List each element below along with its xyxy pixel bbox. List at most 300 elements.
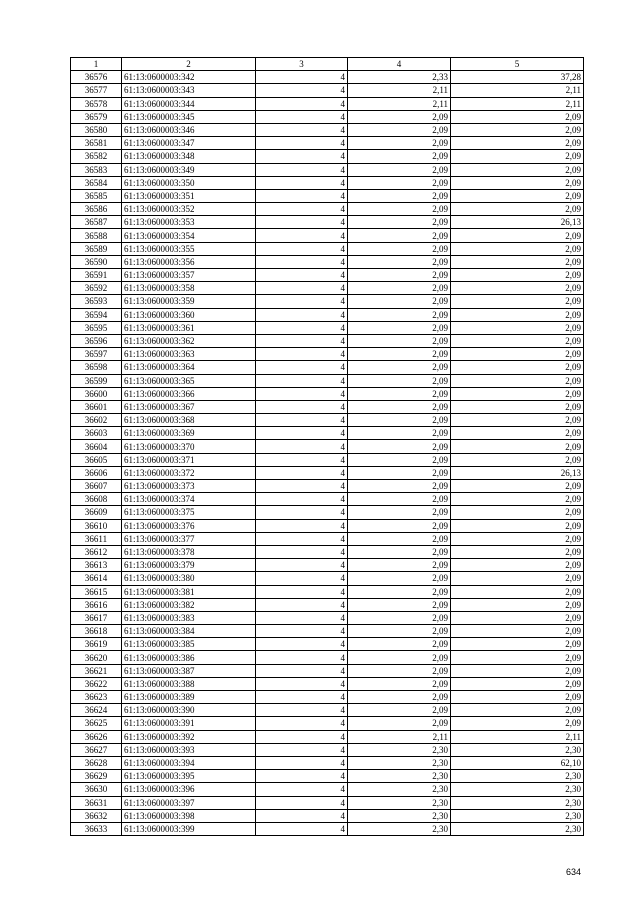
column-3-cell: 4: [256, 321, 348, 334]
column-4-cell: 2,09: [348, 150, 451, 163]
column-3-cell: 4: [256, 308, 348, 321]
column-4-cell: 2,09: [348, 559, 451, 572]
column-4-cell: 2,09: [348, 334, 451, 347]
column-4-cell: 2,09: [348, 466, 451, 479]
row-number-cell: 36587: [71, 216, 122, 229]
row-number-cell: 36598: [71, 361, 122, 374]
column-5-cell: 2,09: [451, 506, 584, 519]
row-number-cell: 36610: [71, 519, 122, 532]
column-4-cell: 2,09: [348, 440, 451, 453]
table-row: [71, 308, 584, 321]
column-3-cell: 4: [256, 348, 348, 361]
column-4-cell: 2,30: [348, 809, 451, 822]
column-4-cell: 2,09: [348, 295, 451, 308]
column-4-cell: 2,09: [348, 545, 451, 558]
table-row: [71, 269, 584, 282]
column-3-cell: 4: [256, 163, 348, 176]
table-row: [71, 334, 584, 347]
row-number-cell: 36607: [71, 480, 122, 493]
column-4-cell: 2,09: [348, 611, 451, 624]
row-number-cell: 36630: [71, 783, 122, 796]
column-3-cell: 4: [256, 730, 348, 743]
column-4-cell: 2,09: [348, 321, 451, 334]
cadastral-number-cell: 61:13:0600003:370: [122, 440, 256, 453]
row-number-cell: 36578: [71, 97, 122, 110]
column-5-cell: 2,09: [451, 427, 584, 440]
column-4-cell: 2,09: [348, 400, 451, 413]
table-row: [71, 783, 584, 796]
table-row: [71, 387, 584, 400]
row-number-cell: 36601: [71, 400, 122, 413]
column-3-cell: 4: [256, 282, 348, 295]
column-3-cell: 4: [256, 572, 348, 585]
cadastral-number-cell: 61:13:0600003:380: [122, 572, 256, 585]
cadastral-number-cell: 61:13:0600003:374: [122, 493, 256, 506]
row-number-cell: 36624: [71, 704, 122, 717]
table-row: [71, 414, 584, 427]
column-3-cell: 4: [256, 611, 348, 624]
column-header-5: 5: [451, 58, 584, 71]
column-4-cell: 2,09: [348, 203, 451, 216]
row-number-cell: 36627: [71, 743, 122, 756]
column-3-cell: 4: [256, 493, 348, 506]
row-number-cell: 36622: [71, 677, 122, 690]
column-4-cell: 2,09: [348, 189, 451, 202]
table-row: [71, 466, 584, 479]
cadastral-number-cell: 61:13:0600003:382: [122, 598, 256, 611]
table-row: [71, 506, 584, 519]
column-5-cell: 2,09: [451, 585, 584, 598]
column-3-cell: 4: [256, 638, 348, 651]
cadastral-number-cell: 61:13:0600003:366: [122, 387, 256, 400]
cadastral-number-cell: 61:13:0600003:342: [122, 71, 256, 84]
table-row: [71, 123, 584, 136]
cadastral-number-cell: 61:13:0600003:373: [122, 480, 256, 493]
cadastral-number-cell: 61:13:0600003:392: [122, 730, 256, 743]
table-row: [71, 242, 584, 255]
column-5-cell: 2,09: [451, 414, 584, 427]
column-3-cell: 4: [256, 704, 348, 717]
column-5-cell: 2,09: [451, 150, 584, 163]
table-row: [71, 150, 584, 163]
table-row: [71, 638, 584, 651]
table-row: [71, 321, 584, 334]
column-3-cell: 4: [256, 295, 348, 308]
column-3-cell: 4: [256, 110, 348, 123]
row-number-cell: 36615: [71, 585, 122, 598]
column-4-cell: 2,09: [348, 216, 451, 229]
column-5-cell: 2,09: [451, 176, 584, 189]
column-4-cell: 2,09: [348, 282, 451, 295]
column-5-cell: 2,09: [451, 242, 584, 255]
column-3-cell: 4: [256, 84, 348, 97]
column-5-cell: 2,30: [451, 743, 584, 756]
column-4-cell: 2,30: [348, 770, 451, 783]
row-number-cell: 36590: [71, 255, 122, 268]
column-5-cell: 2,09: [451, 598, 584, 611]
column-3-cell: 4: [256, 255, 348, 268]
table-row: [71, 704, 584, 717]
row-number-cell: 36589: [71, 242, 122, 255]
row-number-cell: 36621: [71, 664, 122, 677]
table-row: [71, 809, 584, 822]
column-5-cell: 2,09: [451, 189, 584, 202]
table-row: [71, 532, 584, 545]
cadastral-number-cell: 61:13:0600003:394: [122, 756, 256, 769]
column-5-cell: 2,09: [451, 664, 584, 677]
table-row: [71, 176, 584, 189]
cadastral-number-cell: 61:13:0600003:362: [122, 334, 256, 347]
column-4-cell: 2,33: [348, 71, 451, 84]
row-number-cell: 36623: [71, 691, 122, 704]
cadastral-number-cell: 61:13:0600003:353: [122, 216, 256, 229]
row-number-cell: 36633: [71, 822, 122, 835]
column-5-cell: 2,09: [451, 400, 584, 413]
table-row: [71, 216, 584, 229]
column-5-cell: 2,09: [451, 255, 584, 268]
row-number-cell: 36605: [71, 453, 122, 466]
column-3-cell: 4: [256, 756, 348, 769]
cadastral-number-cell: 61:13:0600003:368: [122, 414, 256, 427]
column-4-cell: 2,09: [348, 704, 451, 717]
table-row: [71, 400, 584, 413]
column-5-cell: 2,09: [451, 123, 584, 136]
row-number-cell: 36632: [71, 809, 122, 822]
table-row: [71, 585, 584, 598]
row-number-cell: 36609: [71, 506, 122, 519]
row-number-cell: 36611: [71, 532, 122, 545]
table-row: [71, 756, 584, 769]
column-4-cell: 2,09: [348, 374, 451, 387]
row-number-cell: 36599: [71, 374, 122, 387]
cadastral-number-cell: 61:13:0600003:387: [122, 664, 256, 677]
column-4-cell: 2,09: [348, 532, 451, 545]
column-3-cell: 4: [256, 625, 348, 638]
cadastral-number-cell: 61:13:0600003:381: [122, 585, 256, 598]
column-5-cell: 2,30: [451, 770, 584, 783]
column-4-cell: 2,30: [348, 822, 451, 835]
table-row: [71, 453, 584, 466]
table-row: [71, 677, 584, 690]
column-4-cell: 2,09: [348, 691, 451, 704]
row-number-cell: 36592: [71, 282, 122, 295]
table-row: [71, 189, 584, 202]
table-row: [71, 71, 584, 84]
table-row: [71, 611, 584, 624]
cadastral-number-cell: 61:13:0600003:348: [122, 150, 256, 163]
page-number: 634: [566, 867, 582, 877]
cadastral-number-cell: 61:13:0600003:367: [122, 400, 256, 413]
row-number-cell: 36628: [71, 756, 122, 769]
cadastral-number-cell: 61:13:0600003:357: [122, 269, 256, 282]
column-4-cell: 2,09: [348, 493, 451, 506]
column-4-cell: 2,30: [348, 743, 451, 756]
column-3-cell: 4: [256, 189, 348, 202]
column-4-cell: 2,09: [348, 625, 451, 638]
table-row: [71, 822, 584, 835]
column-3-cell: 4: [256, 691, 348, 704]
column-3-cell: 4: [256, 783, 348, 796]
cadastral-number-cell: 61:13:0600003:344: [122, 97, 256, 110]
column-3-cell: 4: [256, 532, 348, 545]
column-4-cell: 2,09: [348, 717, 451, 730]
table-body: [71, 71, 584, 836]
column-4-cell: 2,11: [348, 97, 451, 110]
cadastral-number-cell: 61:13:0600003:343: [122, 84, 256, 97]
column-3-cell: 4: [256, 822, 348, 835]
column-5-cell: 2,09: [451, 321, 584, 334]
table-row: [71, 691, 584, 704]
column-4-cell: 2,30: [348, 783, 451, 796]
table-row: [71, 427, 584, 440]
column-4-cell: 2,09: [348, 176, 451, 189]
column-4-cell: 2,30: [348, 796, 451, 809]
cadastral-number-cell: 61:13:0600003:391: [122, 717, 256, 730]
column-4-cell: 2,09: [348, 572, 451, 585]
table-row: [71, 572, 584, 585]
cadastral-number-cell: 61:13:0600003:390: [122, 704, 256, 717]
row-number-cell: 36614: [71, 572, 122, 585]
column-4-cell: 2,09: [348, 361, 451, 374]
column-4-cell: 2,09: [348, 506, 451, 519]
table-row: [71, 545, 584, 558]
column-3-cell: 4: [256, 361, 348, 374]
cadastral-number-cell: 61:13:0600003:372: [122, 466, 256, 479]
cadastral-number-cell: 61:13:0600003:363: [122, 348, 256, 361]
column-3-cell: 4: [256, 334, 348, 347]
row-number-cell: 36606: [71, 466, 122, 479]
row-number-cell: 36612: [71, 545, 122, 558]
column-4-cell: 2,09: [348, 664, 451, 677]
column-3-cell: 4: [256, 440, 348, 453]
table-row: [71, 519, 584, 532]
column-4-cell: 2,09: [348, 598, 451, 611]
column-4-cell: 2,09: [348, 163, 451, 176]
row-number-cell: 36591: [71, 269, 122, 282]
column-5-cell: 2,09: [451, 229, 584, 242]
cadastral-number-cell: 61:13:0600003:350: [122, 176, 256, 189]
column-3-cell: 4: [256, 387, 348, 400]
column-5-cell: 2,30: [451, 796, 584, 809]
table-row: [71, 743, 584, 756]
row-number-cell: 36585: [71, 189, 122, 202]
column-5-cell: 2,09: [451, 572, 584, 585]
row-number-cell: 36600: [71, 387, 122, 400]
cadastral-number-cell: 61:13:0600003:397: [122, 796, 256, 809]
column-5-cell: 2,09: [451, 611, 584, 624]
column-3-cell: 4: [256, 176, 348, 189]
table-row: [71, 440, 584, 453]
table-row: [71, 203, 584, 216]
column-5-cell: 2,09: [451, 651, 584, 664]
row-number-cell: 36618: [71, 625, 122, 638]
column-header-2: 2: [122, 58, 256, 71]
row-number-cell: 36613: [71, 559, 122, 572]
row-number-cell: 36584: [71, 176, 122, 189]
column-3-cell: 4: [256, 216, 348, 229]
column-5-cell: 2,09: [451, 203, 584, 216]
row-number-cell: 36593: [71, 295, 122, 308]
row-number-cell: 36581: [71, 137, 122, 150]
data-table: [70, 57, 584, 836]
row-number-cell: 36577: [71, 84, 122, 97]
cadastral-number-cell: 61:13:0600003:349: [122, 163, 256, 176]
column-5-cell: 2,11: [451, 97, 584, 110]
column-4-cell: 2,09: [348, 585, 451, 598]
column-5-cell: 2,09: [451, 480, 584, 493]
column-3-cell: 4: [256, 559, 348, 572]
cadastral-number-cell: 61:13:0600003:383: [122, 611, 256, 624]
row-number-cell: 36576: [71, 71, 122, 84]
column-4-cell: 2,09: [348, 453, 451, 466]
row-number-cell: 36602: [71, 414, 122, 427]
column-5-cell: 2,09: [451, 519, 584, 532]
column-3-cell: 4: [256, 71, 348, 84]
cadastral-number-cell: 61:13:0600003:359: [122, 295, 256, 308]
column-3-cell: 4: [256, 585, 348, 598]
column-3-cell: 4: [256, 269, 348, 282]
table-row: [71, 664, 584, 677]
column-5-cell: 2,09: [451, 493, 584, 506]
row-number-cell: 36631: [71, 796, 122, 809]
column-4-cell: 2,09: [348, 229, 451, 242]
row-number-cell: 36595: [71, 321, 122, 334]
table-row: [71, 717, 584, 730]
column-4-cell: 2,09: [348, 519, 451, 532]
table-row: [71, 730, 584, 743]
cadastral-number-cell: 61:13:0600003:388: [122, 677, 256, 690]
column-5-cell: 2,09: [451, 638, 584, 651]
column-5-cell: 2,30: [451, 822, 584, 835]
row-number-cell: 36604: [71, 440, 122, 453]
table-row: [71, 493, 584, 506]
cadastral-number-cell: 61:13:0600003:396: [122, 783, 256, 796]
table-row: [71, 480, 584, 493]
cadastral-number-cell: 61:13:0600003:375: [122, 506, 256, 519]
row-number-cell: 36597: [71, 348, 122, 361]
row-number-cell: 36620: [71, 651, 122, 664]
column-3-cell: 4: [256, 480, 348, 493]
column-5-cell: 2,11: [451, 730, 584, 743]
column-3-cell: 4: [256, 137, 348, 150]
column-5-cell: 2,09: [451, 677, 584, 690]
column-5-cell: 62,10: [451, 756, 584, 769]
cadastral-number-cell: 61:13:0600003:384: [122, 625, 256, 638]
column-5-cell: 2,09: [451, 691, 584, 704]
table-row: [71, 651, 584, 664]
column-3-cell: 4: [256, 453, 348, 466]
column-5-cell: 2,09: [451, 348, 584, 361]
column-3-cell: 4: [256, 229, 348, 242]
cadastral-number-cell: 61:13:0600003:389: [122, 691, 256, 704]
cadastral-number-cell: 61:13:0600003:360: [122, 308, 256, 321]
cadastral-number-cell: 61:13:0600003:345: [122, 110, 256, 123]
table-row: [71, 361, 584, 374]
column-5-cell: 2,09: [451, 704, 584, 717]
column-5-cell: 2,09: [451, 110, 584, 123]
row-number-cell: 36586: [71, 203, 122, 216]
table-row: [71, 282, 584, 295]
column-4-cell: 2,11: [348, 730, 451, 743]
table-row: [71, 137, 584, 150]
column-4-cell: 2,09: [348, 123, 451, 136]
column-3-cell: 4: [256, 150, 348, 163]
column-4-cell: 2,09: [348, 638, 451, 651]
table-row: [71, 348, 584, 361]
cadastral-number-cell: 61:13:0600003:351: [122, 189, 256, 202]
column-5-cell: 2,09: [451, 625, 584, 638]
table-row: [71, 374, 584, 387]
column-3-cell: 4: [256, 97, 348, 110]
column-3-cell: 4: [256, 242, 348, 255]
column-5-cell: 2,09: [451, 374, 584, 387]
column-3-cell: 4: [256, 743, 348, 756]
row-number-cell: 36579: [71, 110, 122, 123]
column-3-cell: 4: [256, 519, 348, 532]
column-4-cell: 2,09: [348, 137, 451, 150]
table-row: [71, 625, 584, 638]
table-row: [71, 770, 584, 783]
column-5-cell: 2,09: [451, 269, 584, 282]
column-5-cell: 2,09: [451, 334, 584, 347]
column-header-3: 3: [256, 58, 348, 71]
cadastral-number-cell: 61:13:0600003:364: [122, 361, 256, 374]
cadastral-number-cell: 61:13:0600003:365: [122, 374, 256, 387]
column-4-cell: 2,09: [348, 269, 451, 282]
column-5-cell: 2,30: [451, 783, 584, 796]
cadastral-number-cell: 61:13:0600003:354: [122, 229, 256, 242]
row-number-cell: 36580: [71, 123, 122, 136]
column-4-cell: 2,09: [348, 110, 451, 123]
row-number-cell: 36616: [71, 598, 122, 611]
column-3-cell: 4: [256, 374, 348, 387]
table-row: [71, 598, 584, 611]
column-5-cell: 2,09: [451, 387, 584, 400]
row-number-cell: 36583: [71, 163, 122, 176]
column-5-cell: 26,13: [451, 216, 584, 229]
cadastral-number-cell: 61:13:0600003:386: [122, 651, 256, 664]
column-5-cell: 2,09: [451, 453, 584, 466]
row-number-cell: 36594: [71, 308, 122, 321]
column-3-cell: 4: [256, 466, 348, 479]
table-row: [71, 796, 584, 809]
table-row: [71, 295, 584, 308]
cadastral-number-cell: 61:13:0600003:356: [122, 255, 256, 268]
column-3-cell: 4: [256, 123, 348, 136]
column-4-cell: 2,09: [348, 414, 451, 427]
column-5-cell: 2,09: [451, 440, 584, 453]
row-number-cell: 36588: [71, 229, 122, 242]
cadastral-number-cell: 61:13:0600003:358: [122, 282, 256, 295]
column-3-cell: 4: [256, 598, 348, 611]
column-4-cell: 2,09: [348, 651, 451, 664]
column-4-cell: 2,09: [348, 242, 451, 255]
column-3-cell: 4: [256, 677, 348, 690]
column-header-4: 4: [348, 58, 451, 71]
column-header-1: 1: [71, 58, 122, 71]
column-5-cell: 2,09: [451, 308, 584, 321]
cadastral-number-cell: 61:13:0600003:361: [122, 321, 256, 334]
column-3-cell: 4: [256, 651, 348, 664]
column-3-cell: 4: [256, 664, 348, 677]
table-row: [71, 163, 584, 176]
column-4-cell: 2,09: [348, 480, 451, 493]
column-3-cell: 4: [256, 506, 348, 519]
column-5-cell: 2,09: [451, 295, 584, 308]
row-number-cell: 36629: [71, 770, 122, 783]
column-3-cell: 4: [256, 809, 348, 822]
cadastral-number-cell: 61:13:0600003:376: [122, 519, 256, 532]
